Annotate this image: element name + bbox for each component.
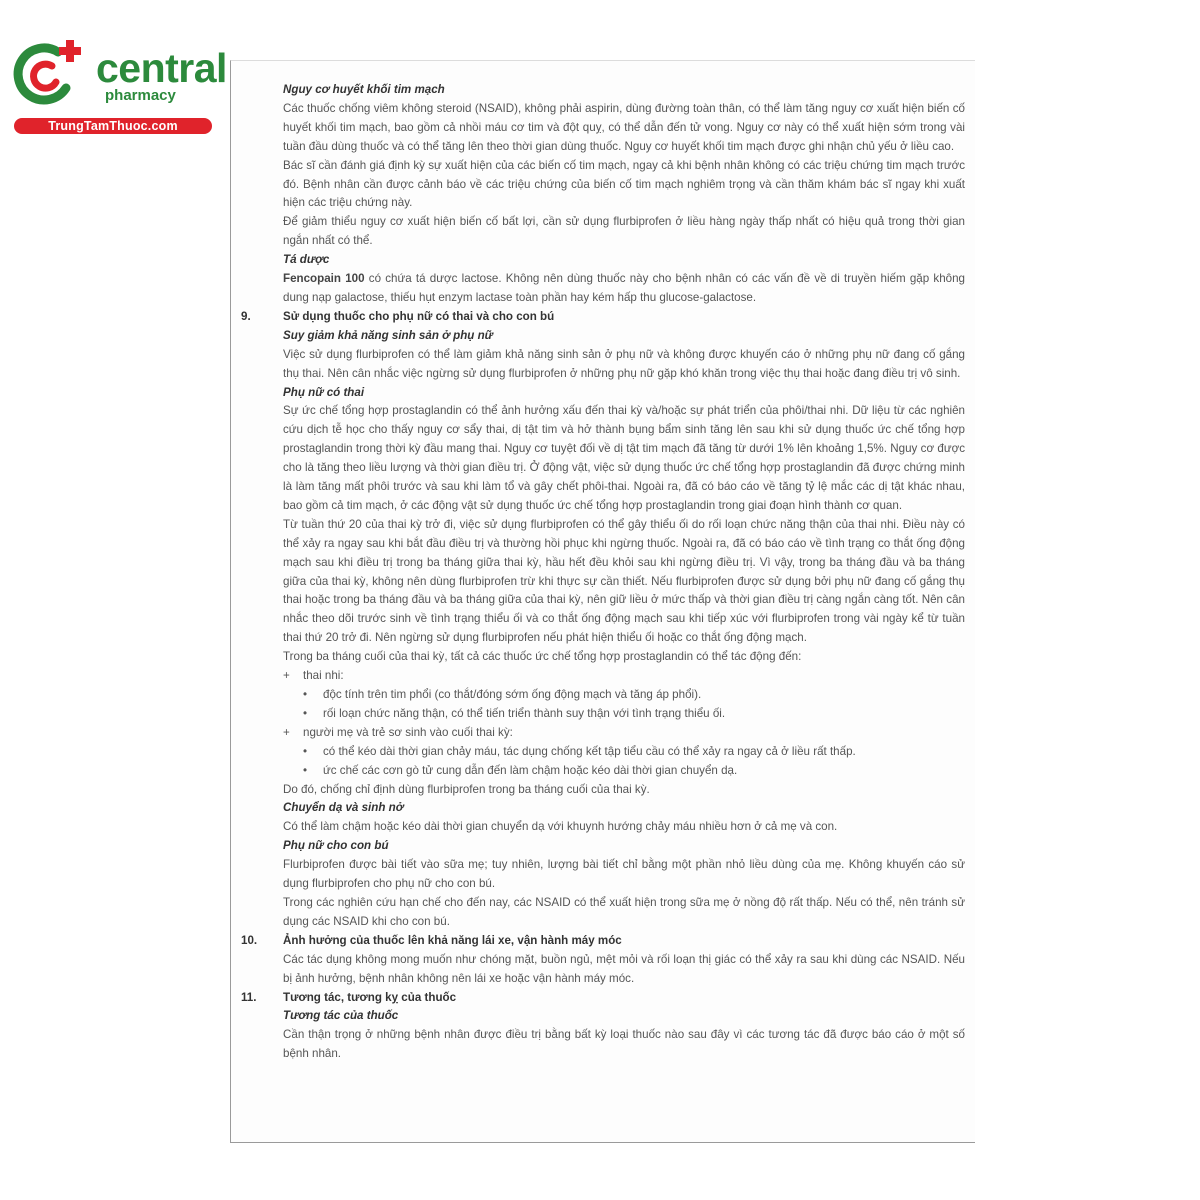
- paragraph: Việc sử dụng flurbiprofen có thể làm giảm khả năng sinh sản ở phụ nữ và không được khuyến cáo ở những phụ nữ đang cố gắng thụ thai. Nên cân nhắc việc ngừng sử dụng flurbiprofen ở những phụ nữ gặp khó khăn trong việc thụ thai hoặc đang điều trị vô sinh.: [283, 347, 965, 380]
- paragraph: Để giảm thiểu nguy cơ xuất hiện biến cố bất lợi, cần sử dụng flurbiprofen ở liều hàng ngày thấp nhất có hiệu quả trong thời gian ngắn nhất có thể.: [283, 215, 965, 248]
- heading-labour: Chuyển dạ và sinh nở: [283, 801, 404, 815]
- document-body: [241, 81, 965, 1064]
- section-title-text: Ảnh hưởng của thuốc lên khả năng lái xe, vận hành máy móc: [283, 933, 622, 947]
- paragraph: Do đó, chống chỉ định dùng flurbiprofen trong ba tháng cuối của thai kỳ.: [283, 782, 650, 796]
- paragraph: Cần thận trọng ở những bệnh nhân được điều trị bằng bất kỳ loại thuốc nào sau đây vì các tương tác đã được báo cáo ở một số bệnh nhân.: [283, 1028, 965, 1061]
- paragraph: Trong ba tháng cuối của thai kỳ, tất cả các thuốc ức chế tổng hợp prostaglandin có thể tác động đến:: [283, 650, 802, 664]
- dot-bullet-icon: •: [303, 706, 308, 720]
- paragraph: Từ tuần thứ 20 của thai kỳ trở đi, việc sử dụng flurbiprofen có thể gây thiểu ối do rối loạn chức năng thận của thai nhi. Điều này có thể xảy ra ngay sau khi bắt đầu điều trị và thường hồi phục khi ngừng thuốc. Ngoài ra, đã có báo cáo về tình trạng co thắt ống động mạch sau khi điều trị trong ba tháng giữa thai kỳ, hầu hết đều khỏi sau khi ngừng điều trị. Vì vậy, trong ba tháng đầu và ba tháng giữa của thai kỳ, không nên dùng flurbiprofen trừ khi thực sự cần thiết. Nếu flurbiprofen được sử dụng bởi phụ nữ đang cố gắng thụ thai hoặc trong ba tháng đầu và ba tháng giữa của thai kỳ, nên giữ liều ở mức thấp và thời gian điều trị càng ngắn càng tốt. Nên cân nhắc theo dõi trước sinh về tình trạng thiểu ối và co thắt ống động mạch sau khi tiếp xúc với flurbiprofen trong vài ngày kể từ tuần thai thứ 20 trở đi. Nên ngừng sử dụng flurbiprofen nếu phát hiện thiểu ối hoặc co thắt ống động mạch.: [283, 517, 965, 645]
- heading-excipients: Tá dược: [283, 253, 330, 267]
- dot-bullet-icon: •: [303, 688, 308, 701]
- product-name: Fencopain 100: [283, 272, 365, 286]
- heading-fertility: Suy giảm khả năng sinh sản ở phụ nữ: [283, 328, 493, 342]
- section-number: 10.: [241, 933, 258, 947]
- paragraph: Bác sĩ cần đánh giá định kỳ sự xuất hiện của các biến cố tim mạch, ngay cả khi bệnh nhân không có các triệu chứng tim mạch trước đó. Bệnh nhân cần được cảnh báo về các triệu chứng của biến cố tim mạch nghiêm trọng và cần thăm khám bác sĩ ngay khi xuất hiện các triệu chứng này.: [283, 158, 965, 210]
- paragraph: Trong các nghiên cứu hạn chế cho đến nay, các NSAID có thể xuất hiện trong sữa mẹ ở nồng độ rất thấp. Nếu có thể, nên tránh sử dụng các NSAID khi cho con bú.: [283, 895, 965, 928]
- paragraph: Có thể làm chậm hoặc kéo dài thời gian chuyển dạ với khuynh hướng chảy máu nhiều hơn ở cả mẹ và con.: [283, 820, 838, 834]
- section-11-title: [241, 989, 965, 1008]
- brand-name: central: [96, 45, 227, 91]
- list-item: [283, 724, 965, 743]
- heading-cardio-risk: Nguy cơ huyết khối tim mạch: [283, 83, 445, 96]
- section-10-title: [241, 932, 965, 951]
- paragraph-excipients: [283, 270, 965, 308]
- list-item-text: độc tính trên tim phổi (co thắt/đóng sớm ống động mạch và tăng áp phổi).: [323, 688, 702, 701]
- list-item-text: có thể kéo dài thời gian chảy máu, tác dụng chống kết tập tiểu cầu có thể xảy ra ngay cả ở liều rất thấp.: [323, 744, 856, 758]
- paragraph: Các tác dụng không mong muốn như chóng mặt, buồn ngủ, mệt mỏi và rối loạn thị giác có thể xảy ra sau khi dùng các NSAID. Nếu bị ảnh hưởng, bệnh nhân không nên lái xe hoặc vận hành máy móc.: [283, 952, 965, 985]
- scanned-document-page: [230, 60, 975, 1143]
- paragraph: Flurbiprofen được bài tiết vào sữa mẹ; tuy nhiên, lượng bài tiết chỉ bằng một phần nhỏ liều dùng của mẹ. Không khuyến cáo sử dụng flurbiprofen cho phụ nữ cho con bú.: [283, 858, 965, 891]
- heading-interactions: Tương tác của thuốc: [283, 1009, 399, 1023]
- section-title-text: Tương tác, tương kỵ của thuốc: [283, 990, 457, 1004]
- brand-subtitle: pharmacy: [105, 87, 176, 104]
- paragraph-text: có chứa tá dược lactose. Không nên dùng thuốc này cho bệnh nhân có các vấn đề về di truyền hiếm gặp không dung nạp galactose, thiếu hụt enzym lactase toàn phần hay kém hấp thu glucose-galactose.: [283, 272, 965, 304]
- heading-pregnancy: Phụ nữ có thai: [283, 385, 365, 399]
- plus-bullet-icon: +: [283, 725, 290, 739]
- list-item-text: ức chế các cơn gò tử cung dẫn đến làm chậm hoặc kéo dài thời gian chuyển dạ.: [323, 763, 738, 777]
- list-item-text: người mẹ và trẻ sơ sinh vào cuối thai kỳ:: [303, 725, 513, 739]
- paragraph: Sự ức chế tổng hợp prostaglandin có thể ảnh hưởng xấu đến thai kỳ và/hoặc sự phát triển của phôi/thai nhi. Dữ liệu từ các nghiên cứu dịch tễ học cho thấy nguy cơ sẩy thai, dị tật tim và hở thành bụng bẩm sinh tăng lên sau khi sử dụng thuốc ức chế tổng hợp prostaglandin trong thời kỳ đầu mang thai. Nguy cơ tuyệt đối về dị tật tim mạch đã tăng từ dưới 1% lên khoảng 1,5%. Nguy cơ được cho là tăng theo liều lượng và thời gian điều trị. Ở động vật, việc sử dụng thuốc ức chế tổng hợp prostaglandin đã được chứng minh là làm tăng mất phôi trước và sau khi làm tổ và gây chết phôi-thai. Ngoài ra, đã có báo cáo về tăng tỷ lệ mắc các dị tật khác nhau, bao gồm cả tim mạch, ở các động vật sử dụng thuốc ức chế tổng hợp prostaglandin trong giai đoạn hình thành cơ quan.: [283, 404, 965, 512]
- list-item: [283, 762, 965, 781]
- list-item-text: rối loạn chức năng thận, có thể tiến triển thành suy thận với tình trạng thiểu ối.: [323, 706, 726, 720]
- pharmacy-cross-logo-icon: [10, 38, 90, 110]
- dot-bullet-icon: •: [303, 744, 308, 758]
- paragraph: Các thuốc chống viêm không steroid (NSAID), không phải aspirin, dùng đường toàn thân, có thể làm tăng nguy cơ xuất hiện biến cố huyết khối tim mạch, bao gồm cả nhồi máu cơ tim và đột quỵ, có thể dẫn đến tử vong. Nguy cơ này có thể xuất hiện sớm trong vài tuần đầu dùng thuốc và có thể tăng lên theo thời gian dùng thuốc. Nguy cơ huyết khối tim mạch được ghi nhận chủ yếu ở liều cao.: [283, 101, 965, 153]
- list-item: [283, 667, 965, 686]
- section-title-text: Sử dụng thuốc cho phụ nữ có thai và cho con bú: [283, 309, 555, 323]
- list-item-text: thai nhi:: [303, 669, 344, 683]
- dot-bullet-icon: •: [303, 763, 308, 777]
- list-item: [283, 743, 965, 762]
- section-9-title: [241, 308, 965, 327]
- section-number: 9.: [241, 309, 251, 323]
- site-url-badge[interactable]: TrungTamThuoc.com: [14, 118, 212, 134]
- list-item: [283, 705, 965, 724]
- heading-breastfeeding: Phụ nữ cho con bú: [283, 839, 389, 853]
- section-number: 11.: [241, 990, 257, 1004]
- central-pharmacy-logo[interactable]: [10, 38, 227, 138]
- list-item: [283, 686, 965, 705]
- plus-bullet-icon: +: [283, 669, 290, 683]
